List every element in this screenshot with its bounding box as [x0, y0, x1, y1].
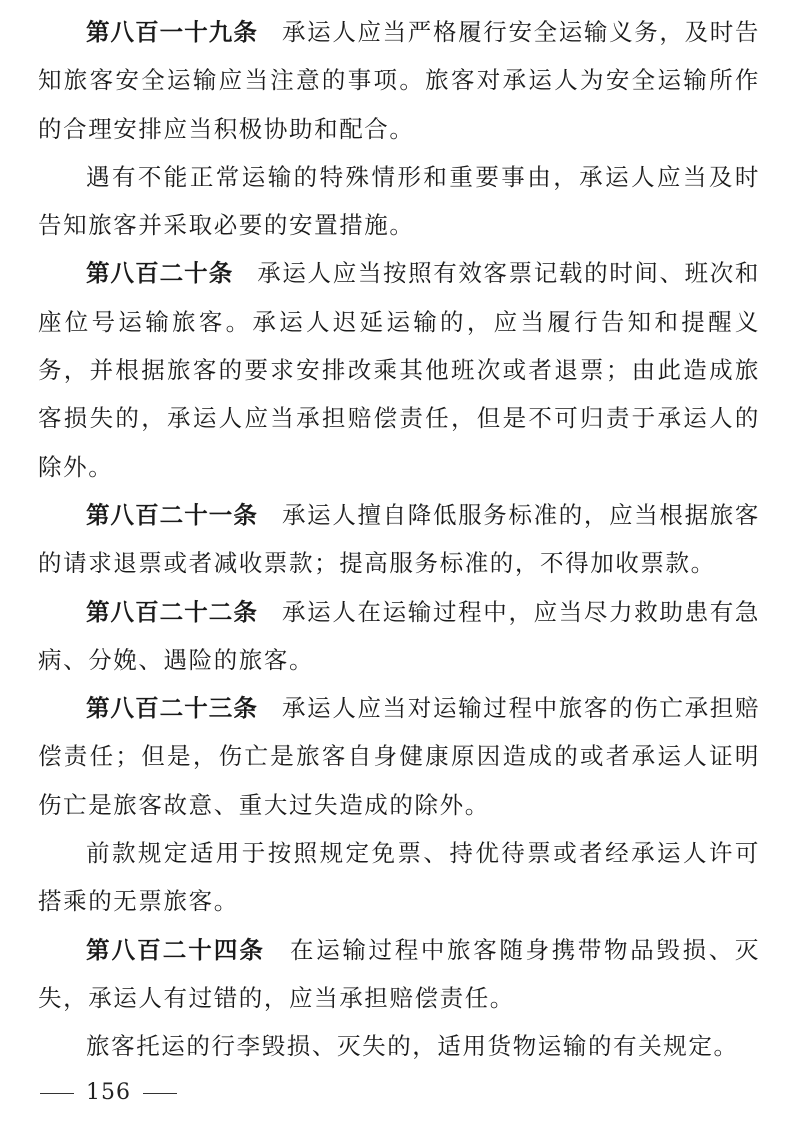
article-number: 第八百二十二条 — [86, 597, 258, 626]
paragraph-823 — [38, 684, 760, 829]
paragraph-821 — [38, 491, 760, 588]
article-text: 承运人擅自降低服务标准的，应当根据旅客的请求退票或者减收票款；提高服务标准的，不得加收票款。 — [38, 500, 761, 578]
article-text: 在运输过程中旅客随身携带物品毁损、灭失，承运人有过错的，应当承担赔偿责任。 — [38, 935, 760, 1012]
paragraph-823-2 — [38, 829, 760, 926]
paragraph-822 — [38, 588, 760, 685]
article-text: 承运人应当严格履行安全运输义务，及时告知旅客安全运输应当注意的事项。旅客对承运人为安全运输所作的合理安排应当积极协助和配合。 — [38, 18, 761, 143]
page-number: 156 — [86, 1080, 131, 1105]
article-number: 第八百二十一条 — [86, 500, 258, 529]
article-text: 遇有不能正常运输的特殊情形和重要事由，承运人应当及时告知旅客并采取必要的安置措施。 — [38, 162, 760, 240]
paragraph-819 — [38, 8, 760, 153]
paragraph-824 — [38, 926, 760, 1023]
article-text: 前款规定适用于按照规定免票、持优待票或者经承运人许可搭乘的无票旅客。 — [38, 839, 760, 916]
article-text: 承运人应当按照有效客票记载的时间、班次和座位号运输旅客。承运人迟延运输的，应当履行告知和提醒义务，并根据旅客的要求安排改乘其他班次或者退票；由此造成旅客损失的，承运人应当承担赔偿责任，但是不可归责于承运人的除外。 — [38, 259, 761, 481]
paragraph-819-2 — [38, 153, 760, 250]
article-text: 承运人在运输过程中，应当尽力救助患有急病、分娩、遇险的旅客。 — [38, 597, 761, 674]
article-number: 第八百二十三条 — [86, 694, 258, 723]
article-number: 第八百一十九条 — [86, 18, 258, 46]
paragraph-824-2 — [38, 1022, 760, 1070]
page-footer — [28, 1080, 189, 1105]
article-number: 第八百二十四条 — [86, 935, 265, 964]
footer-dash-left — [40, 1093, 74, 1094]
article-text: 承运人应当对运输过程中旅客的伤亡承担赔偿责任；但是，伤亡是旅客自身健康原因造成的或者承运人证明伤亡是旅客故意、重大过失造成的除外。 — [38, 694, 761, 819]
article-text: 旅客托运的行李毁损、灭失的，适用货物运输的有关规定。 — [86, 1032, 739, 1061]
article-number: 第八百二十条 — [86, 259, 234, 288]
footer-dash-right — [143, 1093, 177, 1094]
document-page — [38, 8, 760, 1071]
paragraph-820 — [38, 249, 760, 490]
